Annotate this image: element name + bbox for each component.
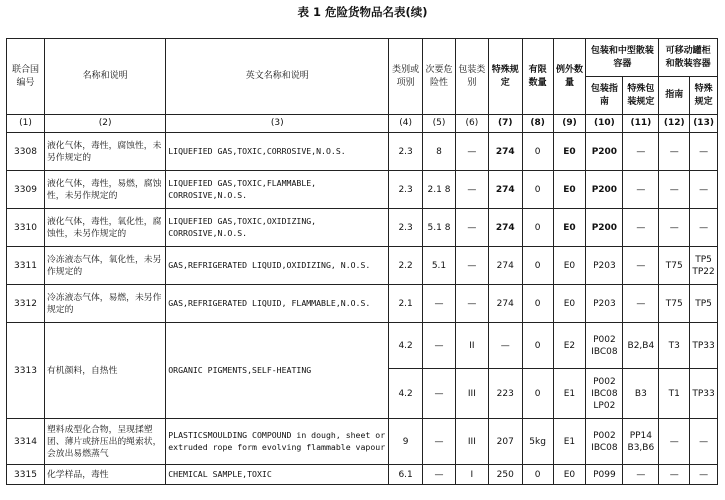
pg-cell: I — [455, 465, 488, 485]
name-cell: 有机颜料，自热性 — [45, 323, 166, 419]
cls-cell: 6.1 — [389, 465, 423, 485]
pkg-instruction-cell: P203 — [586, 247, 623, 285]
tank-special-cell: — — [690, 209, 718, 247]
limited-qty-cell: 0 — [522, 247, 553, 285]
limited-qty-cell: 0 — [522, 209, 553, 247]
ts-cell: TP33 — [690, 369, 718, 419]
pkg-special-cell: — — [623, 209, 659, 247]
lq-cell: 0 — [522, 369, 553, 419]
pkg-group-cell: — — [455, 285, 488, 323]
pkg-special-cell: — — [623, 133, 659, 171]
sub-risk-cell: 5.1 8 — [423, 209, 456, 247]
header-un-no: 联合国编号 — [7, 39, 45, 115]
header-pkg-special: 特殊包装规定 — [623, 77, 659, 115]
table-row — [7, 209, 718, 247]
eq-cell: E1 — [553, 369, 586, 419]
column-number: (11) — [623, 115, 659, 133]
english-name-cell: CHEMICAL SAMPLE,TOXIC — [166, 465, 389, 485]
column-number: (5) — [423, 115, 456, 133]
tank-instruction-cell: — — [659, 209, 690, 247]
pi-cell: P002 IBC08 LP02 — [586, 369, 623, 419]
header-tank-title: 可移动罐柜和散装容器 — [659, 39, 718, 77]
column-number: (7) — [488, 115, 522, 133]
limited-qty-cell: 0 — [522, 285, 553, 323]
cls-cell: 4.2 — [389, 323, 423, 369]
header-class: 类别或项别 — [389, 39, 423, 115]
tank-special-cell: — — [690, 171, 718, 209]
tank-instruction-cell: — — [659, 171, 690, 209]
sub-risk-cell: — — [423, 285, 456, 323]
ts-cell: TP33 — [690, 323, 718, 369]
table-row — [7, 171, 718, 209]
name-cell: 液化气体，毒性，腐蚀性，未另作规定的 — [45, 133, 166, 171]
tank-special-cell: TP5 TP22 — [690, 247, 718, 285]
english-name-cell: LIQUEFIED GAS,TOXIC,OXIDIZING, CORROSIVE,N.O.S. — [166, 209, 389, 247]
pg-cell: III — [455, 369, 488, 419]
name-cell: 塑料成型化合物，呈现揉塑团、薄片或挤压出的绳索状，会放出易燃蒸气 — [45, 419, 166, 465]
pp-cell: PP14 B3,B6 — [623, 419, 659, 465]
column-number: (4) — [389, 115, 423, 133]
un-number-cell: 3312 — [7, 285, 45, 323]
ts-cell: — — [690, 419, 718, 465]
header-pkg-instr: 包装指南 — [586, 77, 623, 115]
tank-instruction-cell: T75 — [659, 247, 690, 285]
un-number-cell: 3308 — [7, 133, 45, 171]
column-number: (10) — [586, 115, 623, 133]
header-tank-instr: 指南 — [659, 77, 690, 115]
sub-cell: — — [423, 465, 456, 485]
sp-cell: — — [488, 323, 522, 369]
pkg-group-cell: — — [455, 247, 488, 285]
name-cell: 冷冻液态气体，易燃，未另作规定的 — [45, 285, 166, 323]
excepted-qty-cell: E0 — [553, 209, 586, 247]
pg-cell: III — [455, 419, 488, 465]
column-number: (3) — [166, 115, 389, 133]
name-cell: 冷冻液态气体，氧化性，未另作规定的 — [45, 247, 166, 285]
class-cell: 2.3 — [389, 171, 423, 209]
pkg-special-cell: — — [623, 171, 659, 209]
pp-cell: B2,B4 — [623, 323, 659, 369]
tank-instruction-cell: T75 — [659, 285, 690, 323]
un-number-cell: 3315 — [7, 465, 45, 485]
special-provision-cell: 274 — [488, 209, 522, 247]
ti-cell: — — [659, 465, 690, 485]
pp-cell: — — [623, 465, 659, 485]
class-cell: 2.1 — [389, 285, 423, 323]
ti-cell: — — [659, 419, 690, 465]
pi-cell: P099 — [586, 465, 623, 485]
name-cell: 液化气体，毒性，易燃，腐蚀性，未另作规定的 — [45, 171, 166, 209]
table-row — [7, 323, 718, 369]
header-pkg-group: 包装类别 — [455, 39, 488, 115]
sub-cell: — — [423, 419, 456, 465]
table-row — [7, 419, 718, 465]
un-number-cell: 3311 — [7, 247, 45, 285]
un-number-cell: 3313 — [7, 323, 45, 419]
ti-cell: T1 — [659, 369, 690, 419]
lq-cell: 5kg — [522, 419, 553, 465]
english-name-cell: GAS,REFRIGERATED LIQUID,OXIDIZING, N.O.S. — [166, 247, 389, 285]
pi-cell: P002 IBC08 — [586, 323, 623, 369]
header-special: 特殊规定 — [488, 39, 522, 115]
pkg-group-cell: — — [455, 133, 488, 171]
pi-cell: P002 IBC08 — [586, 419, 623, 465]
lq-cell: 0 — [522, 323, 553, 369]
column-number-row — [7, 115, 718, 133]
header-tank-special: 特殊规定 — [690, 77, 718, 115]
ti-cell: T3 — [659, 323, 690, 369]
pkg-special-cell: — — [623, 247, 659, 285]
un-number-cell: 3314 — [7, 419, 45, 465]
column-number: (9) — [553, 115, 586, 133]
ts-cell: — — [690, 465, 718, 485]
header-en-name: 英文名称和说明 — [166, 39, 389, 115]
cls-cell: 9 — [389, 419, 423, 465]
table-row — [7, 285, 718, 323]
pkg-instruction-cell: P200 — [586, 171, 623, 209]
sub-cell: — — [423, 323, 456, 369]
pkg-special-cell: — — [623, 285, 659, 323]
table-row — [7, 247, 718, 285]
sub-cell: — — [423, 369, 456, 419]
sp-cell: 207 — [488, 419, 522, 465]
excepted-qty-cell: E0 — [553, 171, 586, 209]
tank-special-cell: — — [690, 133, 718, 171]
sp-cell: 223 — [488, 369, 522, 419]
header-pkg-title: 包装和中型散装容器 — [586, 39, 659, 77]
pg-cell: II — [455, 323, 488, 369]
tank-special-cell: TP5 — [690, 285, 718, 323]
eq-cell: E1 — [553, 419, 586, 465]
column-number: (1) — [7, 115, 45, 133]
header-row-1 — [7, 39, 718, 77]
header-sub-risk: 次要危险性 — [423, 39, 456, 115]
class-cell: 2.3 — [389, 209, 423, 247]
english-name-cell: GAS,REFRIGERATED LIQUID, FLAMMABLE,N.O.S. — [166, 285, 389, 323]
un-number-cell: 3310 — [7, 209, 45, 247]
table-row — [7, 133, 718, 171]
header-name: 名称和说明 — [45, 39, 166, 115]
limited-qty-cell: 0 — [522, 133, 553, 171]
sub-risk-cell: 5.1 — [423, 247, 456, 285]
special-provision-cell: 274 — [488, 285, 522, 323]
special-provision-cell: 274 — [488, 133, 522, 171]
column-number: (8) — [522, 115, 553, 133]
english-name-cell: ORGANIC PIGMENTS,SELF-HEATING — [166, 323, 389, 419]
table-row — [7, 465, 718, 485]
column-number: (2) — [45, 115, 166, 133]
sub-risk-cell: 2.1 8 — [423, 171, 456, 209]
excepted-qty-cell: E0 — [553, 285, 586, 323]
english-name-cell: LIQUEFIED GAS,TOXIC,CORROSIVE,N.O.S. — [166, 133, 389, 171]
english-name-cell: PLASTICSMOULDING COMPOUND in dough, sheet or extruded rope form evolving flammable vapour — [166, 419, 389, 465]
excepted-qty-cell: E0 — [553, 133, 586, 171]
column-number: (6) — [455, 115, 488, 133]
name-cell: 化学样品，毒性 — [45, 465, 166, 485]
pkg-group-cell: — — [455, 209, 488, 247]
pkg-group-cell: — — [455, 171, 488, 209]
eq-cell: E0 — [553, 465, 586, 485]
name-cell: 液化气体，毒性，氧化性，腐蚀性，未另作规定的 — [45, 209, 166, 247]
special-provision-cell: 274 — [488, 247, 522, 285]
column-number: (13) — [690, 115, 718, 133]
pkg-instruction-cell: P203 — [586, 285, 623, 323]
pkg-instruction-cell: P200 — [586, 133, 623, 171]
excepted-qty-cell: E0 — [553, 247, 586, 285]
class-cell: 2.2 — [389, 247, 423, 285]
english-name-cell: LIQUEFIED GAS,TOXIC,FLAMMABLE, CORROSIVE,N.O.S. — [166, 171, 389, 209]
table-title: 表 1 危险货物品名表(续) — [297, 5, 428, 19]
special-provision-cell: 274 — [488, 171, 522, 209]
dangerous-goods-table — [6, 38, 718, 485]
eq-cell: E2 — [553, 323, 586, 369]
header-limited: 有限数量 — [522, 39, 553, 115]
pkg-instruction-cell: P200 — [586, 209, 623, 247]
class-cell: 2.3 — [389, 133, 423, 171]
un-number-cell: 3309 — [7, 171, 45, 209]
limited-qty-cell: 0 — [522, 171, 553, 209]
pp-cell: B3 — [623, 369, 659, 419]
sp-cell: 250 — [488, 465, 522, 485]
header-excepted: 例外数量 — [553, 39, 586, 115]
sub-risk-cell: 8 — [423, 133, 456, 171]
tank-instruction-cell: — — [659, 133, 690, 171]
cls-cell: 4.2 — [389, 369, 423, 419]
lq-cell: 0 — [522, 465, 553, 485]
column-number: (12) — [659, 115, 690, 133]
